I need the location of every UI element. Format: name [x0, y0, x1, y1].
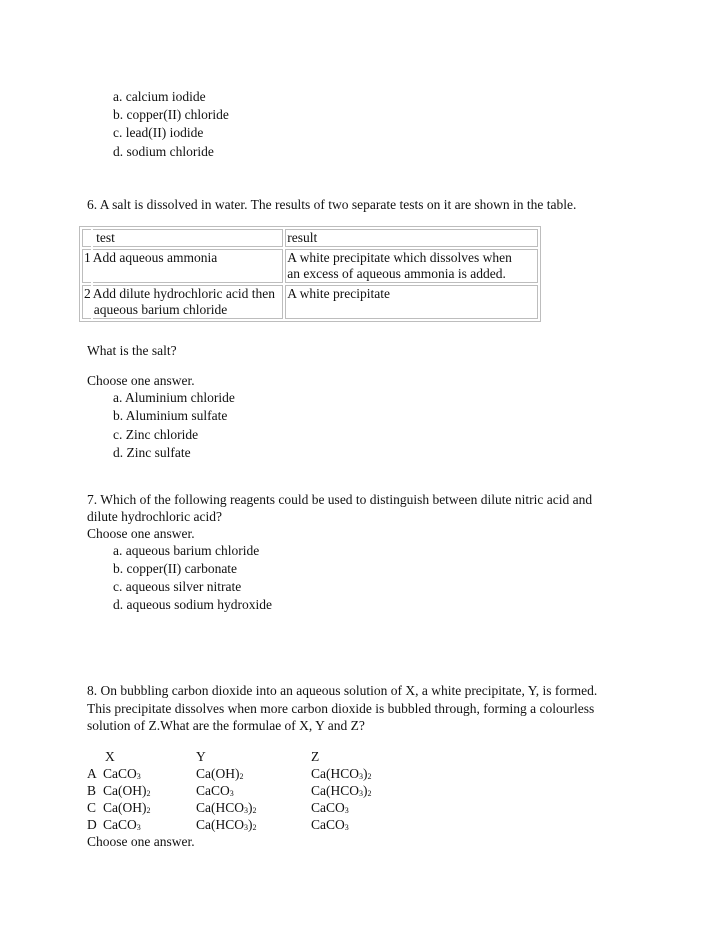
result-line-2: an excess of aqueous ammonia is added.	[287, 266, 506, 281]
q7-option-a[interactable]: a. aqueous barium chloride	[113, 543, 260, 558]
q6-option-c[interactable]: c. Zinc chloride	[113, 427, 199, 442]
table-header-test-label: test	[96, 230, 115, 245]
table-row-test	[93, 285, 284, 319]
table-header-result: result	[285, 229, 538, 247]
q7-option-d[interactable]: d. aqueous sodium hydroxide	[113, 597, 272, 612]
row-letter: B	[87, 783, 97, 798]
formula-x: $Ca(OH)_2$	[103, 783, 151, 798]
q8-question-line-3: solution of Z.What are the formulae of X, Y and Z?	[87, 718, 365, 733]
q6-question: 6. A salt is dissolved in water. The results of two separate tests on it are shown in the table.	[87, 197, 577, 212]
q8-question-line-1: 8. On bubbling carbon dioxide into an aqueous solution of X, a white precipitate, Y, is formed.	[87, 683, 598, 698]
row-letter: A	[87, 766, 97, 781]
q6-option-d[interactable]: d. Zinc sulfate	[113, 445, 191, 460]
formula-x: $Ca(OH)_2$	[103, 800, 151, 815]
formula-y: CaCO$_3$	[196, 783, 234, 798]
col-y-header: Y	[196, 749, 206, 764]
formula-x: CaCO$_3$	[103, 817, 141, 832]
table-header-row	[82, 229, 538, 247]
table-row	[82, 285, 538, 319]
q6-choose-label: Choose one answer.	[87, 373, 195, 388]
q6-prompt: What is the salt?	[87, 343, 177, 358]
row-letter: C	[87, 800, 97, 815]
table-header-test	[93, 229, 284, 247]
q5-option-d[interactable]: d. sodium chloride	[113, 144, 214, 159]
formula-z: CaCO$_3$	[311, 800, 349, 815]
test-text: Add aqueous ammonia	[92, 250, 218, 265]
result-line-1: A white precipitate which dissolves when	[287, 250, 512, 265]
table-row-result	[285, 285, 538, 319]
table-row-num: 2	[82, 285, 91, 319]
test-line-2: aqueous barium chloride	[93, 302, 228, 317]
formula-x: CaCO$_3$	[103, 766, 141, 781]
q6-option-b[interactable]: b. Aluminium sulfate	[113, 408, 228, 423]
q5-option-c[interactable]: c. lead(II) iodide	[113, 125, 204, 140]
formula-y: $Ca(HCO_3)_2$	[196, 817, 257, 832]
formula-y: $Ca(OH)_2$	[196, 766, 244, 781]
formula-z: $Ca(HCO_3)_2$	[311, 766, 372, 781]
table-header-num	[82, 229, 91, 247]
q7-choose-label: Choose one answer.	[87, 526, 195, 541]
test-line-1: Add dilute hydrochloric acid then	[92, 286, 275, 301]
table-row-num: 1	[82, 249, 91, 283]
q5-option-b[interactable]: b. copper(II) chloride	[113, 107, 229, 122]
q6-tests-table	[79, 226, 541, 322]
table-row-test	[93, 249, 284, 283]
table-row-result	[285, 249, 538, 283]
table-row	[82, 249, 538, 283]
q8-question-line-2: This precipitate dissolves when more carbon dioxide is bubbled through, forming a colourless	[87, 701, 595, 716]
q7-option-b[interactable]: b. copper(II) carbonate	[113, 561, 238, 576]
formula-z: CaCO$_3$	[311, 817, 349, 832]
q6-option-a[interactable]: a. Aluminium chloride	[113, 390, 235, 405]
q7-option-c[interactable]: c. aqueous silver nitrate	[113, 579, 242, 594]
result-line-1: A white precipitate	[287, 286, 391, 301]
formula-z: $Ca(HCO_3)_2$	[311, 783, 372, 798]
q8-choose-label: Choose one answer.	[87, 834, 195, 849]
q5-option-a[interactable]: a. calcium iodide	[113, 89, 206, 104]
q7-question-line-1: 7. Which of the following reagents could be used to distinguish between dilute nitric acid and	[87, 492, 593, 507]
q7-question-line-2: dilute hydrochloric acid?	[87, 509, 222, 524]
formula-y: $Ca(HCO_3)_2$	[196, 800, 257, 815]
col-x-header: X	[105, 749, 115, 764]
col-z-header: Z	[311, 749, 320, 764]
row-letter: D	[87, 817, 97, 832]
